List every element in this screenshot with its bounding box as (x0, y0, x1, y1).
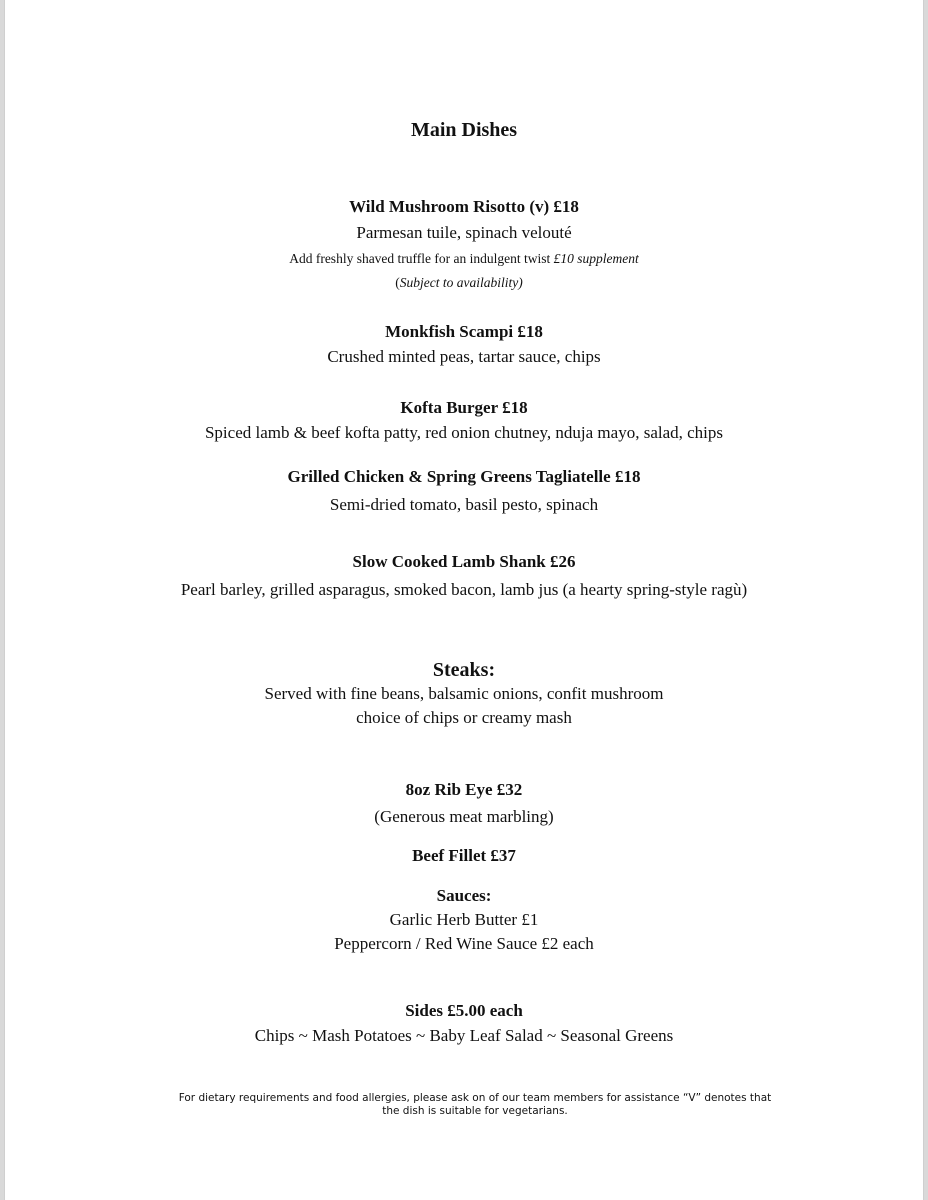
truffle-note-text: Add freshly shaved truffle for an indulgent twist (289, 251, 554, 266)
steaks-heading: Steaks: (432, 659, 496, 681)
menu-page (4, 0, 924, 1200)
dish-description-kofta: Spiced lamb & beef kofta patty, red onion chutney, nduja mayo, salad, chips (204, 423, 724, 442)
availability-text: Subject to availability) (399, 275, 523, 290)
dish-name-scampi: Monkfish Scampi £18 (385, 322, 543, 341)
steak-ribeye: 8oz Rib Eye £32 (405, 780, 523, 799)
dish-description-risotto: Parmesan tuile, spinach velouté (356, 223, 572, 242)
dish-name-kofta: Kofta Burger £18 (400, 398, 528, 417)
sauce-item-2: Peppercorn / Red Wine Sauce £2 each (334, 934, 594, 953)
page-title: Main Dishes (410, 119, 518, 141)
dish-description-lamb: Pearl barley, grilled asparagus, smoked bacon, lamb jus (a hearty spring-style ragù) (180, 580, 748, 599)
sauces-heading: Sauces: (436, 886, 492, 905)
steak-fillet: Beef Fillet £37 (412, 846, 516, 865)
sides-list: Chips ~ Mash Potatoes ~ Baby Leaf Salad ~ Seasonal Greens (254, 1026, 674, 1045)
sauce-item-1: Garlic Herb Butter £1 (389, 910, 539, 929)
availability-open-paren: ( (395, 275, 400, 290)
sides-heading: Sides £5.00 each (405, 1001, 523, 1020)
dish-description-scampi: Crushed minted peas, tartar sauce, chips (327, 347, 601, 366)
dish-name-chicken: Grilled Chicken & Spring Greens Tagliatelle £18 (287, 467, 641, 486)
steaks-served-line-2: choice of chips or creamy mash (356, 708, 572, 727)
dietary-footer-note: For dietary requirements and food allergies, please ask on of our team members for assistance “V” denotes that the dish is suitable for vegetarians. (178, 1092, 772, 1117)
dish-name-lamb: Slow Cooked Lamb Shank £26 (352, 552, 576, 571)
availability-note (0, 275, 923, 291)
steak-ribeye-note: (Generous meat marbling) (374, 807, 554, 826)
steaks-served-line-1: Served with fine beans, balsamic onions, confit mushroom (264, 684, 664, 703)
dish-name-risotto: Wild Mushroom Risotto (v) £18 (349, 197, 579, 216)
truffle-note-price: £10 supplement (553, 251, 639, 266)
dish-description-chicken: Semi-dried tomato, basil pesto, spinach (329, 495, 599, 514)
truffle-supplement-note (5, 251, 923, 267)
